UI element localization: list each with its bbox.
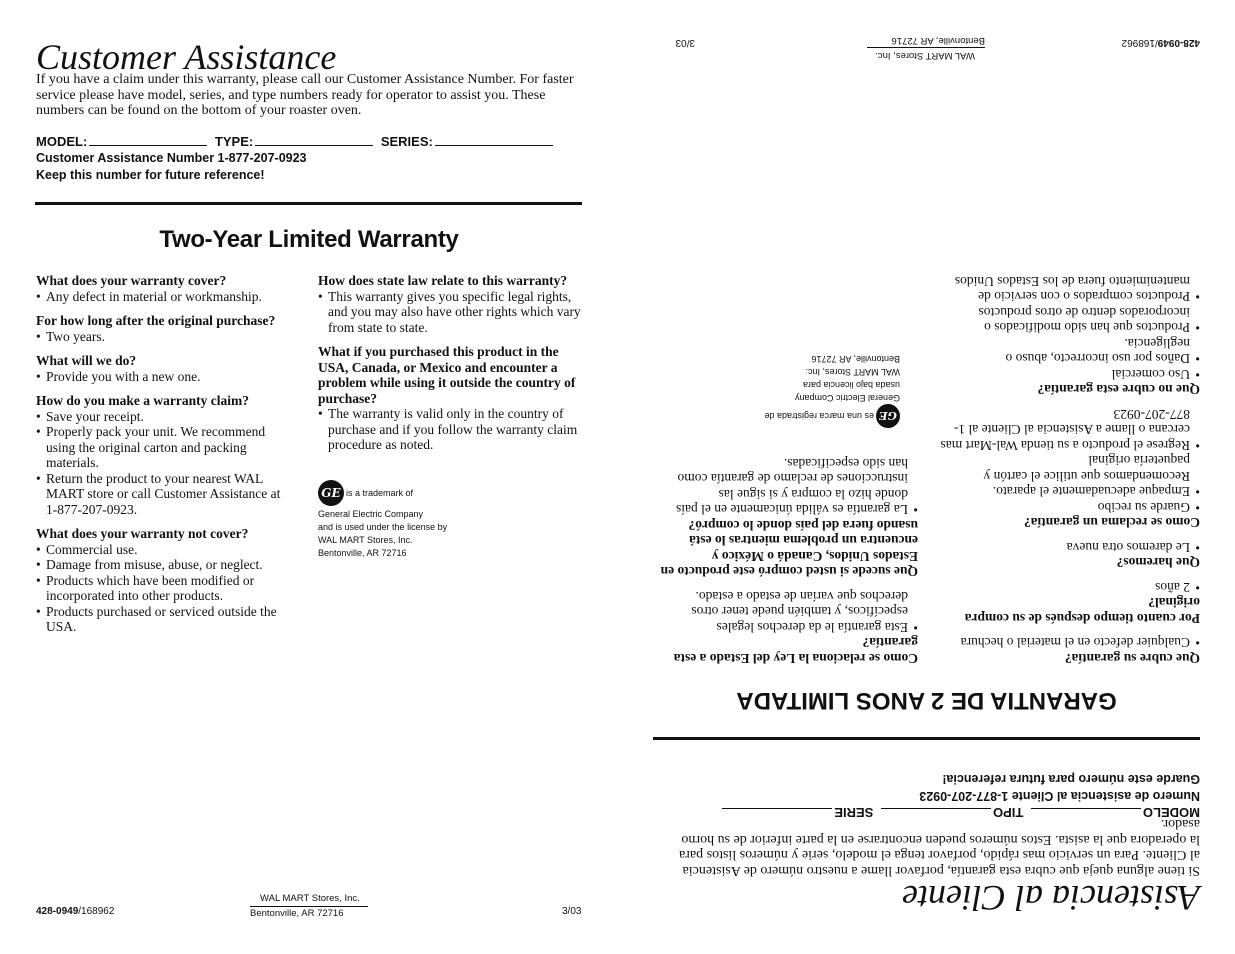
ge-logo-icon: GE bbox=[318, 480, 344, 506]
spanish-trademark-block bbox=[764, 352, 900, 428]
spanish-footer-code-bold: 428-0949 bbox=[1157, 37, 1200, 48]
answer-list bbox=[36, 369, 294, 385]
spanish-footer-code-rest: /168962 bbox=[1121, 37, 1158, 48]
spanish-series-blank bbox=[722, 808, 832, 821]
answer-list bbox=[938, 274, 1200, 383]
spanish-model-label: MODELO bbox=[1142, 805, 1200, 820]
answer-item: • Properly pack your unit. We recommend using the original carton and packing materials. bbox=[36, 424, 294, 471]
answer-item: • Productos comprados o con servicio de mantenimiento fuera de los Estados Unidos bbox=[938, 274, 1200, 305]
footer-address-line: Bentonville, AR 72716 bbox=[250, 908, 344, 919]
model-label: MODEL: bbox=[36, 134, 88, 149]
answer-item: • Esta garantía le da derechos legales específicos, y también puede tener otros derechos que varían de estado a estado. bbox=[656, 589, 918, 636]
spanish-footer-address-line: Bentonville, AR 72716 bbox=[891, 35, 985, 46]
warranty-column-2 bbox=[318, 273, 584, 453]
answer-item: • Empaque adecuadamente el aparato. Recomendamos que utilice el cartón y paquetería original bbox=[938, 453, 1200, 500]
question-heading: Que sucede si usted compró este producto en Estados Unidos, Canadá o México y encuentra un problema mientras lo está usando fuera del país donde lo compró? bbox=[660, 518, 918, 580]
answer-list bbox=[36, 329, 294, 345]
spanish-footer-address bbox=[867, 33, 985, 62]
trademark-line: Bentonville, AR 72716 bbox=[318, 548, 407, 558]
footer-address bbox=[250, 892, 368, 921]
spanish-series-label: SERIE bbox=[834, 805, 874, 820]
answer-list bbox=[938, 540, 1200, 556]
question-heading: How does state law relate to this warranty? bbox=[318, 273, 568, 288]
answer-item: • Save your receipt. bbox=[36, 409, 294, 425]
answer-item: • Provide you with a new one. bbox=[36, 369, 294, 385]
answer-item: • Le daremos otra nueva bbox=[938, 540, 1200, 556]
answer-item: • Cualquier defecto en el material o hechura bbox=[938, 635, 1200, 651]
question-heading: What does your warranty not cover? bbox=[36, 526, 249, 541]
answer-item: • Any defect in material or workmanship. bbox=[36, 289, 294, 305]
spanish-trademark-line: Bentonville, AR 72716 bbox=[811, 354, 900, 364]
answer-item: • This warranty gives you specific legal rights, and you may also have other rights which vary from state to state. bbox=[318, 289, 584, 336]
question-heading: Como se reclama un garantía? bbox=[1024, 515, 1200, 531]
question-heading: What will we do? bbox=[36, 353, 137, 368]
trademark-line: General Electric Company bbox=[318, 509, 424, 519]
answer-list bbox=[318, 289, 584, 336]
trademark-block bbox=[318, 480, 447, 560]
spanish-trademark-line: usada bajo licencia para bbox=[802, 380, 900, 390]
answer-item: • La garantía es válida únicamente en el país donde hizo la compra y si sigue las instrucciones de reclamo de garantía como han sido especificadas. bbox=[656, 456, 918, 518]
footer-code bbox=[36, 906, 114, 917]
keep-number-note: Keep this number for future reference! bbox=[36, 168, 265, 182]
question-heading: For how long after the original purchase? bbox=[36, 313, 276, 328]
question-heading: Que haremos? bbox=[1116, 555, 1200, 571]
type-blank bbox=[255, 133, 373, 146]
page-title: Customer Assistance bbox=[36, 37, 337, 77]
footer-date: 3/03 bbox=[562, 906, 582, 917]
answer-item: • The warranty is valid only in the country of purchase and if you follow the warranty claim procedure as noted. bbox=[318, 406, 584, 453]
answer-list bbox=[36, 542, 294, 635]
model-type-series-line bbox=[36, 133, 557, 149]
answer-item: • Damage from misuse, abuse, or neglect. bbox=[36, 557, 294, 573]
answer-item: • Regrese el producto a su tienda Wal-Mart mas cercana o llame a Asistencia al Cliente al 1-877-207-0923 bbox=[938, 407, 1200, 454]
spanish-column-2 bbox=[656, 456, 918, 667]
spanish-divider-rule bbox=[653, 737, 1200, 740]
spanish-footer-code bbox=[1122, 37, 1200, 48]
question-heading: How do you make a warranty claim? bbox=[36, 393, 249, 408]
series-blank bbox=[435, 133, 553, 146]
spanish-warranty-title: GARANTIA DE 2 ANOS LIMITADA bbox=[736, 687, 1117, 714]
answer-list bbox=[938, 580, 1200, 596]
answer-item: • Guarde su recibo bbox=[938, 500, 1200, 516]
answer-item: • Return the product to your nearest WAL MART store or call Customer Assistance at 1-877-207-0923. bbox=[36, 471, 294, 518]
spanish-keep-note: Guarde este número para futura referencia! bbox=[942, 772, 1200, 786]
spanish-model-line bbox=[718, 805, 1200, 821]
footer-code-rest: /168962 bbox=[78, 906, 115, 917]
answer-item: • Uso comercial bbox=[938, 367, 1200, 383]
customer-assistance-number: Customer Assistance Number 1-877-207-0923 bbox=[36, 151, 307, 165]
spanish-footer-date: 3/03 bbox=[675, 37, 695, 48]
answer-item: • Commercial use. bbox=[36, 542, 294, 558]
question-heading: Como se relaciona la Ley del Estado a esta garantía? bbox=[673, 635, 918, 666]
question-heading: Que no cubre esta garantía? bbox=[1037, 382, 1200, 398]
type-label: TYPE: bbox=[214, 134, 254, 149]
answer-item: • Products which have been modified or incorporated into other products. bbox=[36, 573, 294, 604]
answer-list bbox=[318, 406, 584, 453]
trademark-line: WAL MART Stores, Inc. bbox=[318, 535, 413, 545]
answer-item: • Daños por uso incorrecto, abuso o negligencia. bbox=[938, 336, 1200, 367]
answer-item: • Productos que han sido modificados o incorporados dentro de otros productos bbox=[938, 305, 1200, 336]
spanish-intro: Si tiene alguna queja que cubra esta garantía, porfavor llame a nuestro número de Asistencia al Cliente. Para un servicio mas rápido, porfavor tenga el modelo, serie y números listos para la operadora que la asista. Estos números pueden encontrarse en la parte inferior de su horno asador. bbox=[679, 816, 1200, 878]
answer-list bbox=[938, 407, 1200, 516]
answer-item: • Two years. bbox=[36, 329, 294, 345]
footer-address-line: WAL MART Stores, Inc. bbox=[250, 892, 368, 907]
spanish-type-blank bbox=[881, 808, 991, 821]
divider-rule bbox=[35, 202, 582, 205]
intro-paragraph: If you have a claim under this warranty, please call our Customer Assistance Number. For faster service please have model, series, and type numbers ready for operator to assist you. These numbers can be found on the bottom of your roaster oven. bbox=[36, 72, 574, 119]
warranty-column-1 bbox=[36, 273, 294, 635]
answer-list bbox=[938, 635, 1200, 651]
spanish-type-label: TIPO bbox=[992, 805, 1024, 820]
warranty-title: Two-Year Limited Warranty bbox=[159, 226, 459, 253]
model-blank bbox=[89, 133, 207, 146]
question-heading: Que cubre su garantía? bbox=[1064, 651, 1200, 666]
answer-item: • 2 años bbox=[938, 580, 1200, 596]
spanish-trademark-text: es una marca registrada de bbox=[764, 411, 874, 422]
answer-item: • Products purchased or serviced outside the USA. bbox=[36, 604, 294, 635]
spanish-title: Asistencia al Cliente bbox=[902, 878, 1200, 918]
series-label: SERIES: bbox=[380, 134, 433, 149]
spanish-trademark-line: WAL MART Stores, Inc. bbox=[805, 367, 900, 377]
answer-list bbox=[36, 409, 294, 518]
trademark-line: and is used under the license by bbox=[318, 522, 448, 532]
answer-list bbox=[36, 289, 294, 305]
question-heading: What does your warranty cover? bbox=[36, 273, 227, 288]
trademark-text: is a trademark of bbox=[346, 487, 414, 498]
spanish-column-1 bbox=[938, 274, 1200, 667]
spanish-footer-address-line: WAL MART Stores, Inc. bbox=[867, 47, 985, 62]
spanish-ge-logo-icon: GE bbox=[876, 404, 900, 428]
spanish-trademark-line: General Electric Company bbox=[794, 393, 900, 403]
footer-code-bold: 428-0949 bbox=[36, 906, 79, 917]
question-heading: Por cuanto tiempo después de su compra original? bbox=[964, 595, 1200, 626]
spanish-model-blank bbox=[1031, 808, 1141, 821]
answer-list bbox=[656, 589, 918, 636]
spanish-customer-number: Numero de asistencia al Cliente 1-877-207-0923 bbox=[919, 789, 1200, 803]
spanish-panel bbox=[617, 0, 1235, 954]
question-heading: What if you purchased this product in the USA, Canada, or Mexico and encounter a problem while using it outside the country of purchase? bbox=[318, 344, 576, 406]
answer-list bbox=[656, 456, 918, 518]
